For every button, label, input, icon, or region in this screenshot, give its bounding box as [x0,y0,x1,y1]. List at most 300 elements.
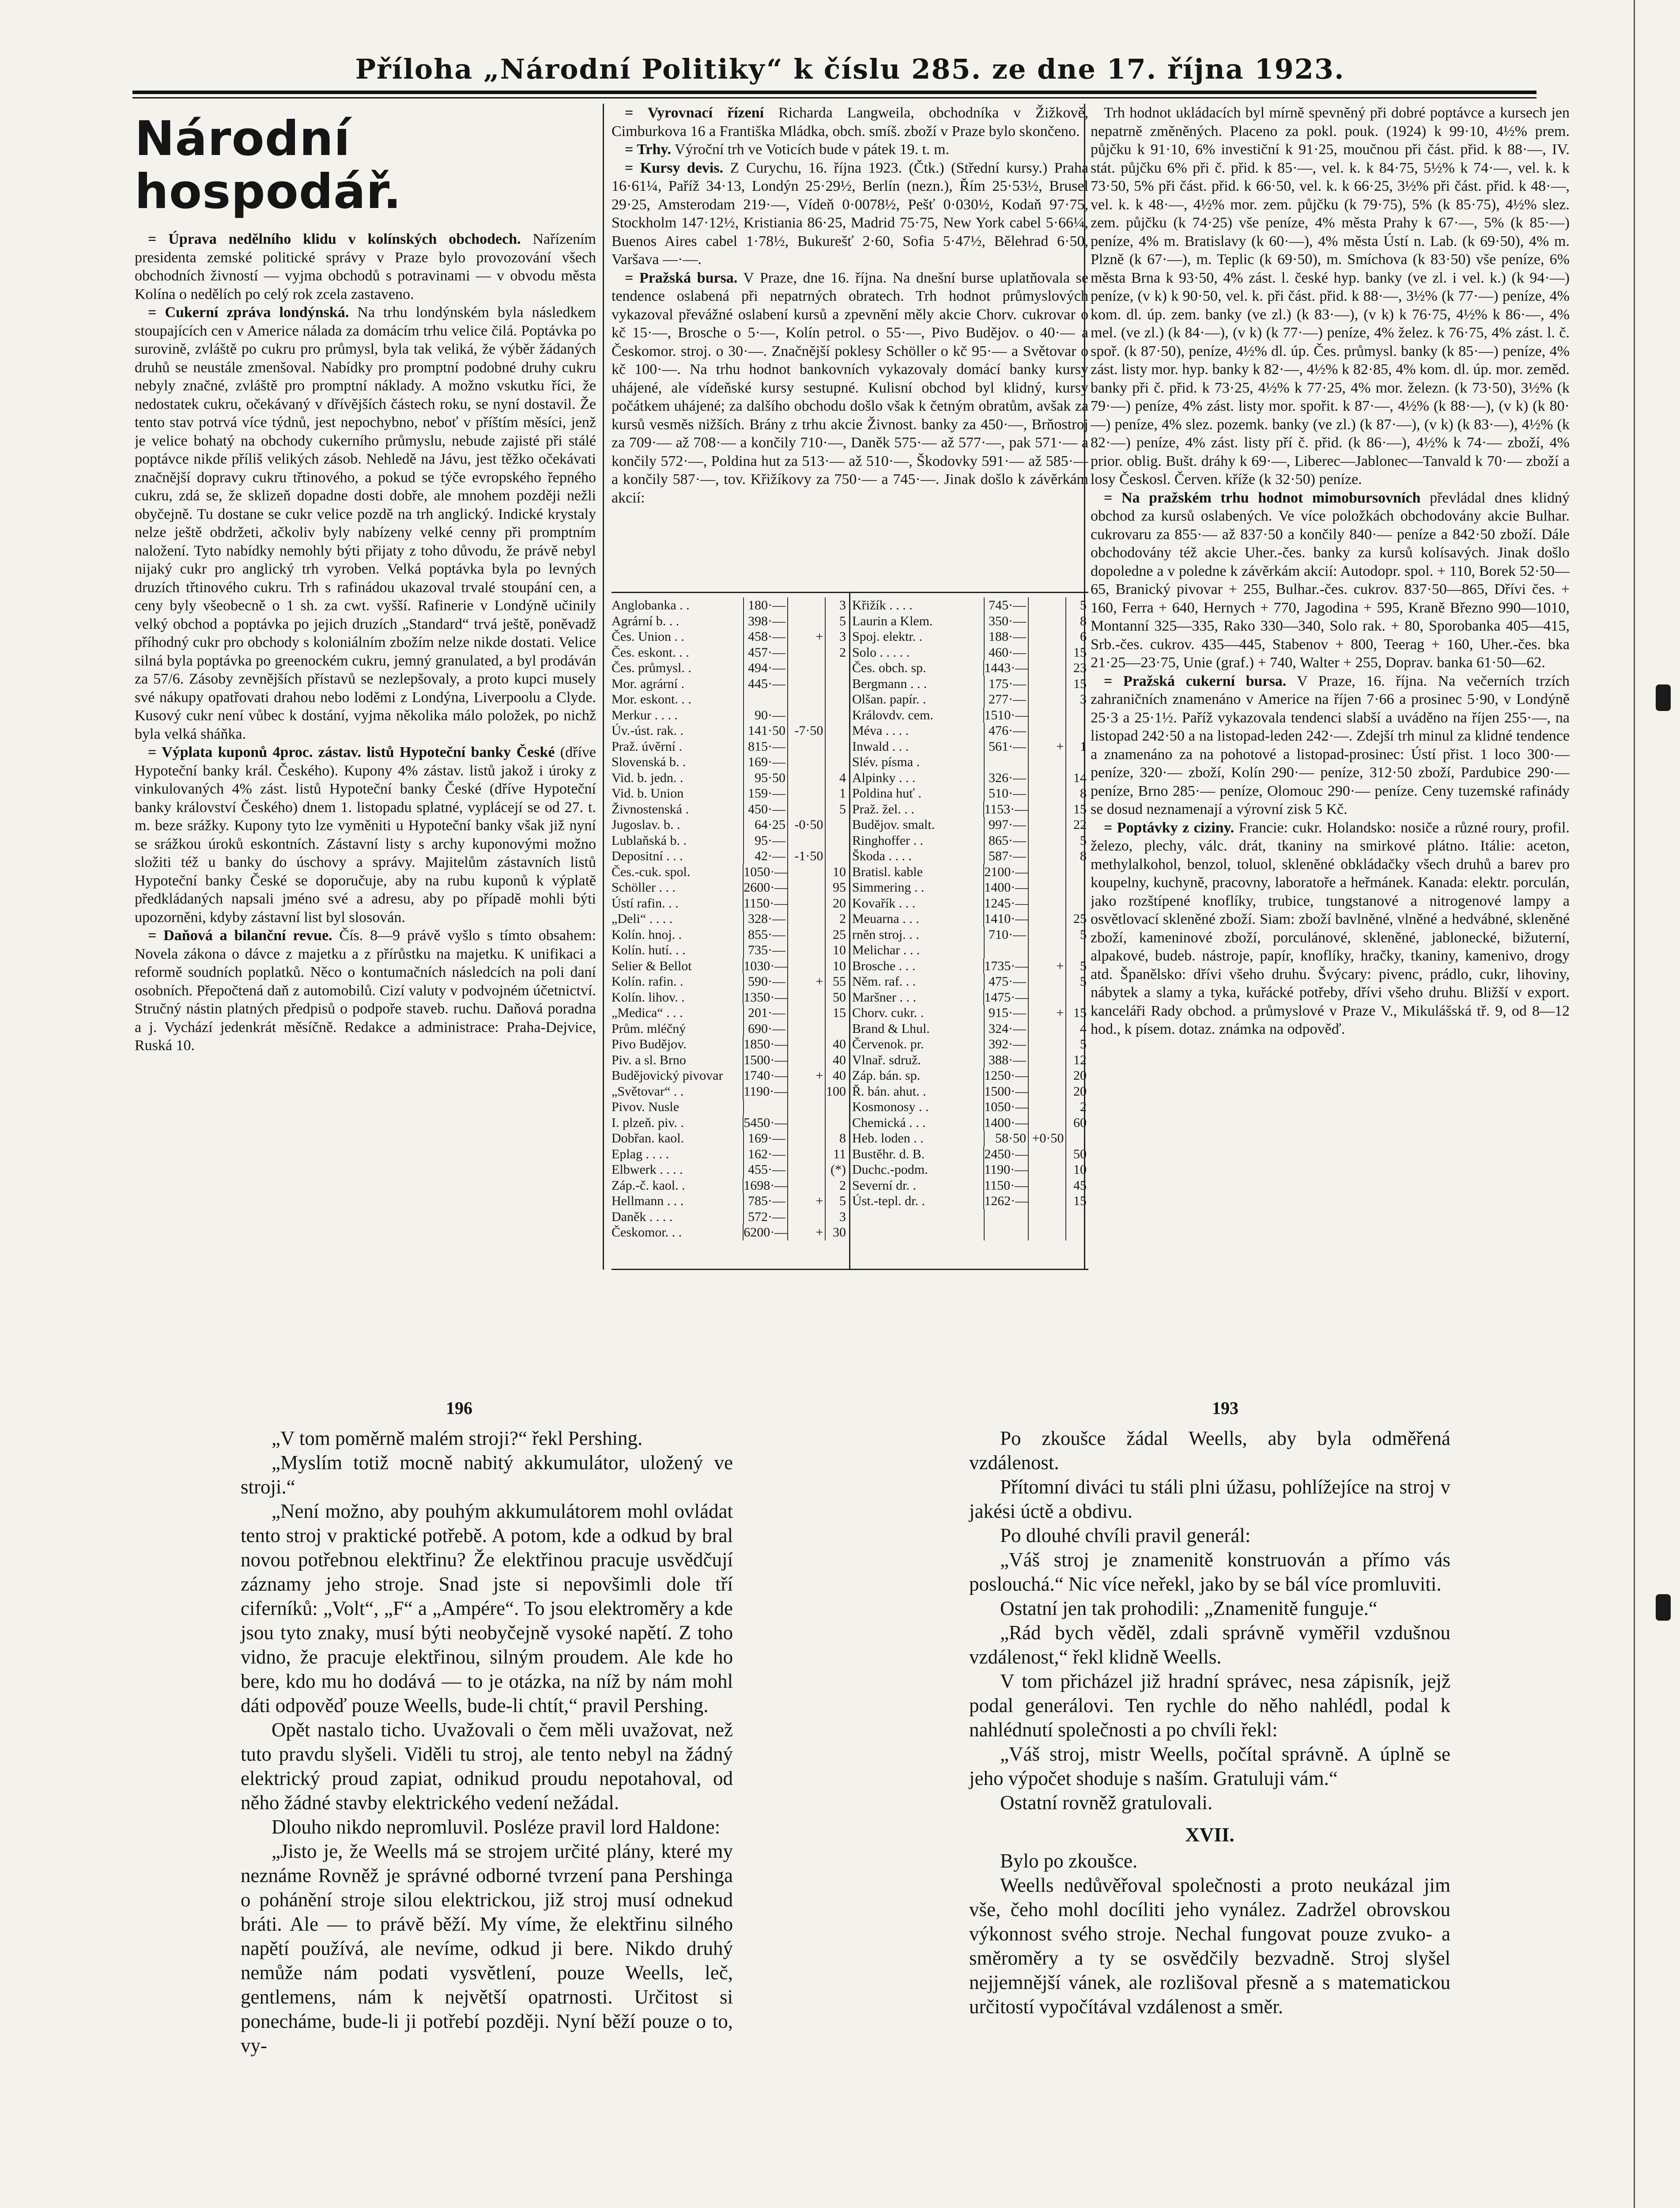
stock-change-sign [1028,645,1065,661]
chapter-heading: XVII. [1185,1824,1235,1846]
stock-row [852,927,1088,943]
stock-price: 476·— [984,723,1028,739]
stock-change-sign [787,739,825,755]
stock-name: Piv. a sl. Brno [612,1052,686,1067]
stock-change [825,833,848,849]
stock-name: Budějovický pivovar [612,1068,723,1083]
stock-change-sign: + [787,1193,825,1209]
stock-change: 5 [825,1193,848,1209]
stock-change: 25 [1065,911,1088,927]
stock-change: 40 [825,1052,848,1068]
stock-name: Brand & Lhul. [852,1021,930,1036]
stock-name: „Světovar“ . . [612,1084,684,1099]
stock-row [612,786,848,802]
stock-row [852,864,1088,880]
stock-change: 1 [825,786,848,802]
column-markets [612,104,1088,590]
stock-change-sign: -0·50 [787,817,825,833]
stock-price: 1740·— [744,1068,788,1083]
stock-price: 42·— [743,848,787,864]
stock-change-sign [1028,833,1065,849]
stock-name: Červenok. pr. [852,1037,924,1051]
stock-name: Jugoslav. b. . [612,817,680,832]
stock-price: 445·— [743,676,787,692]
stock-change-sign [787,597,825,613]
novel-paragraph: „Rád bych věděl, zdali správně vyměřil vzdušnou vzdálenost,“ řekl klidně Weells. [969,1622,1450,1668]
stock-change-sign [787,1209,825,1225]
novel-paragraph: „Není možno, aby pouhým akkumulátorem mohl ovládat tento stroj v praktické potřebě. A potom, kde a odkud by bral novou potřebnou elektřinu? Že elektřinou pracuje usvědčují záznamy jeho stroje. Snad jste si nepovšimli dole tří ciferníků: „Volt“, „F“ a „Ampére“. To jsou elektroměry a kde jsou tyto znaky, musí býti neobyčejně vysoké napětí. Z toho vidno, že pracuje elektřinou, silným proudem. Ale kde ho bere, kdo mu ho dodává — to je otázka, na níž by nám mohl dáti odpověď pouze Weells, bude-li chtít,“ pravil Pershing. [241,1500,733,1716]
stock-price: 450·— [743,802,787,817]
stock-change: 15 [1065,1193,1088,1209]
stock-change-sign [1028,1052,1065,1068]
stock-change: 12 [1065,1052,1088,1068]
stock-change: 2 [825,645,848,661]
header-rule [132,91,1537,94]
stock-price: 1153·— [984,802,1028,817]
stock-change: 20 [1065,1084,1088,1100]
stock-name: Merkur . . . . [612,707,678,722]
stock-change-sign: + [787,1225,825,1240]
stock-price [984,942,1028,958]
stock-change: 95 [825,880,848,896]
stock-row [852,645,1088,661]
stock-price: 180·— [743,597,787,613]
stock-row [852,1162,1088,1178]
stock-price: 6200·— [744,1225,788,1240]
stock-name [852,1209,984,1225]
stock-change-sign [787,1130,825,1146]
stock-change: 5 [1065,597,1088,613]
stock-row [852,1084,1088,1100]
stock-row [612,833,848,849]
stock-price: 1410·— [984,911,1029,926]
article-text: (dříve Hypoteční banky král. Českého). Kupony 4% zástav. listů jakož i úroky z vinkulovaných 4% zást. listů Hypoteční banky České (dříve Hypoteční banky království Českého) dnem 1. listopadu splatné, vyplácejí se od 27. t. m. beze srážky. Kupony tyto lze vyměniti u Hypoteční banky však již nyní se srážkou úroků eskontních. Zástavní listy s archy kuponovými možno složiti též u banky do úschovy a správy. Majitelům zástavních listů Hypoteční banky České se doporučuje, aby na rubu kuponů k výplatě předkládaných napsali jméno své a adresu, aby po případě mohli býti upozorněni, kdyby zástavní list byl slosován. [135,744,596,926]
stock-name: Královdv. cem. [852,707,933,722]
stock-change-sign [787,613,825,629]
stock-price: 457·— [743,645,787,661]
stock-change: 3 [825,597,848,613]
stock-name: Škoda . . . . [852,849,912,863]
stock-change: 10 [825,864,848,880]
stock-change [825,754,848,770]
stock-change-sign [787,958,825,974]
stock-price: 1350·— [744,990,788,1005]
stock-price: 494·— [743,660,787,676]
stock-change-sign [1028,597,1065,613]
stock-row [852,1005,1088,1021]
stock-price: 460·— [984,645,1028,661]
stock-row [852,597,1088,613]
stock-row [612,802,848,817]
stock-change-sign [1028,1021,1065,1037]
stock-change-sign [1028,786,1065,802]
stock-price: 690·— [743,1021,787,1037]
novel-paragraph: „V tom poměrně malém stroji?“ řekl Pershing. [272,1427,643,1449]
stock-row [612,613,848,629]
stock-change-sign [1028,692,1065,707]
stock-name: Kolín. rafin. . [612,974,683,989]
stock-price: 510·— [984,786,1028,802]
stock-change-sign [787,880,825,896]
stock-change [825,817,848,833]
binding-hole [1656,1594,1671,1621]
stock-row [852,786,1088,802]
article-heading: = Trhy. [625,141,672,158]
stock-row [852,723,1088,739]
stock-row [612,707,848,723]
stock-row [852,817,1088,833]
stock-change-sign [787,1005,825,1021]
stock-name: Ř. bán. ahut. . [852,1084,926,1099]
stock-name: Depositní . . . [612,849,683,863]
stock-change-sign [787,1084,825,1100]
article-text: Z Curychu, 16. října 1923. (Čtk.) (Střední kursy.) Praha 16·61¼, Paříž 34·13, Londýn 25·29½, Berlín (nezn.), Řím 25·53½, Brusel 29·25, Amsterodam 219·—, Vídeň 0·0078½, Pešť 0·030½, Kodaň 97·75, Stockholm 147·12½, Kristiania 86·25, Madrid 75·75, New York cabel 5·66¼, Buenos Aires cabel 1·78½, Bukurešť 2·60, Sofia 5·47½, Bělehrad 6·50, Varšava —·—. [612,159,1088,268]
stock-price: 95·— [743,833,787,849]
stock-price: 350·— [984,613,1028,629]
novel-paragraph: V tom přicházel již hradní správec, nesa zápisník, jejž podal generálovi. Ten rychle do něho nahlédl, podal k nahlédnutí společnosti a po chvíli řekl: [969,1670,1450,1741]
column-economy [135,104,596,1261]
article-paragraph [135,230,596,303]
article-heading: = Pražská bursa. [625,269,738,286]
stock-change [1065,1225,1088,1240]
stock-change: 15 [1065,1005,1088,1021]
stock-row [612,1178,848,1194]
stock-change [825,1099,848,1115]
stock-price: 169·— [743,754,787,770]
stock-price: 745·— [984,597,1028,613]
stock-name: Praž. úvěrní . [612,739,682,754]
stock-name: „Deli“ . . . . [612,911,673,926]
stock-change: 20 [1065,1068,1088,1084]
stock-change [1065,896,1088,911]
stock-price: 1850·— [744,1037,788,1051]
stock-row [612,1036,848,1052]
stock-change-sign: + [787,1068,825,1084]
stock-row [852,770,1088,786]
stock-price: 392·— [984,1036,1028,1052]
stock-name: Českomor. . . [612,1225,682,1240]
stock-name: Lublaňská b. . [612,833,687,848]
stock-change: 40 [825,1036,848,1052]
stock-name: Olšan. papír. . [852,692,926,707]
stock-price: 1050·— [984,1100,1029,1114]
stock-name: Kolín. hutí. . . [612,943,686,957]
article-text: Richarda Langweila, obchodníka v Žižkově, Cimburkova 16 a Františka Mládka, obch. smíš. zboží v Praze bylo skončeno. [612,105,1088,140]
stock-row [612,1225,848,1240]
stock-change: 5 [825,802,848,817]
stock-row [612,629,848,645]
stock-row [612,880,848,896]
column3-body [1091,104,1570,1039]
stock-change-sign: +0·50 [1028,1130,1065,1146]
stock-name: Čes. Union . . [612,629,684,644]
stock-price: 188·— [984,629,1028,645]
stock-change-sign [787,833,825,849]
stock-change: 23 [1065,660,1088,676]
stock-change-sign [787,707,825,723]
stock-change: 100 [825,1084,848,1100]
stock-change: (*) [825,1162,848,1178]
article-paragraph [1091,104,1570,489]
stock-row [612,1084,848,1100]
stock-name: Ústí rafin. . . [612,896,679,911]
stock-name: Anglobanka . . [612,598,690,612]
stock-price: 5450·— [744,1115,788,1130]
stock-row [852,754,1088,770]
stock-price: 1050·— [744,864,788,879]
stock-name: Vid. b. Union [612,786,684,801]
stock-name: Melichar . . . [852,943,920,957]
stock-change: 2 [825,1178,848,1194]
novel-paragraph: Ostatní jen tak prohodili: „Znamenitě funguje.“ [1000,1597,1378,1619]
stock-change-sign [1028,676,1065,692]
stock-change-sign [787,786,825,802]
stock-row [852,660,1088,676]
novel-paragraph: Po zkoušce žádal Weells, aby byla odměřená vzdálenost. [969,1427,1450,1474]
stock-change-sign [787,770,825,786]
stock-name: Elbwerk . . . . [612,1162,683,1177]
stock-price [743,692,787,707]
stock-price: 1400·— [984,880,1029,895]
stock-change-sign [787,942,825,958]
stock-change-sign [787,802,825,817]
article-paragraph [612,104,1088,140]
stock-price: 915·— [984,1005,1028,1021]
stock-name: Eplag . . . . [612,1146,669,1161]
stock-row [612,911,848,927]
stock-row [852,629,1088,645]
stock-change-sign [787,864,825,880]
article-heading: = Pražská cukerní bursa. [1104,673,1287,689]
stock-row [852,1036,1088,1052]
stock-change-sign: + [1028,1005,1065,1021]
stock-change: 10 [1065,1162,1088,1178]
stock-price: 201·— [743,1005,787,1021]
stock-change: 8 [1065,848,1088,864]
stock-change-sign [1028,1099,1065,1115]
stock-name: Něm. raf. . . [852,974,916,989]
stock-row [612,1052,848,1068]
stock-name: Mor. eskont. . . [612,692,691,707]
stock-row [612,990,848,1006]
stock-name: Heb. loden . . [852,1131,924,1146]
column1-body [135,230,596,1055]
section-title: Národní hospodář. [135,111,402,219]
stock-row [612,1209,848,1225]
column-divider [603,104,604,1270]
article-paragraph [612,140,1088,159]
stock-change-sign [1028,754,1065,770]
stock-change [825,1021,848,1037]
novel-paragraph: „Jisto je, že Weells má se strojem určité plány, které my neznáme Rovněž je správné odborné tvrzení pana Pershinga o pohánění stroje silou elektrickou, již stroj musí odnekud bráti. Ale — to právě běží. My víme, že elektřinu silného napětí používá, ale nevíme, odkud ji bere. Nikdo druhý nemůže nám podati vysvětlení, pouze Weells, leč, gentlemens, nám k největší opatrnosti. Určitost si ponecháme, bude-li ji potřebí později. Nyní běží pouze o to, vy- [241,1840,733,2057]
stock-change [825,1115,848,1131]
stock-change-sign [787,896,825,911]
stock-change [825,676,848,692]
stock-price: 324·— [984,1021,1028,1037]
stock-row [852,692,1088,707]
stock-row [852,739,1088,755]
stock-price: 865·— [984,833,1028,849]
page-edge [1634,0,1635,2208]
stock-change-sign [787,660,825,676]
stock-price: 572·— [743,1209,787,1225]
article-text: Výroční trh ve Voticích bude v pátek 19. t. m. [671,141,949,158]
stock-close-table [612,592,1088,1270]
stock-change [1065,990,1088,1006]
article-paragraph [135,926,596,1055]
stock-change-sign [1028,864,1065,880]
stock-name: Selier & Bellot [612,958,692,973]
stock-change: 5 [1065,974,1088,990]
stock-row [852,942,1088,958]
stock-price: 561·— [984,739,1028,755]
article-paragraph [135,303,596,743]
stock-price: 1150·— [984,1178,1028,1193]
stock-change-sign [1028,613,1065,629]
stock-price: 159·— [743,786,787,802]
stock-row [612,958,848,974]
stock-change-sign [1028,1162,1065,1178]
stock-name: Kolín. hnoj. . [612,927,682,942]
stock-name [852,1225,984,1240]
stock-change-sign: + [787,629,825,645]
stock-change-sign [787,1099,825,1115]
stock-change: 50 [825,990,848,1006]
stock-change: 8 [1065,613,1088,629]
stock-name: Alpinky . . . [852,770,916,785]
stock-name: Severní dr. . [852,1178,916,1193]
stock-row [852,707,1088,723]
stock-change [825,692,848,707]
stock-change [1065,864,1088,880]
stock-change [825,848,848,864]
stock-price: 2600·— [744,880,788,895]
stock-change: 5 [1065,958,1088,974]
stock-name: „Medica“ . . . [612,1006,683,1020]
column2-body [612,104,1088,507]
stock-name: Agrární b. . . [612,613,680,628]
stock-name: Solo . . . . . [852,645,910,660]
stock-row [612,754,848,770]
novel-paragraph: Po dlouhé chvíli pravil generál: [1000,1524,1251,1546]
stock-price: 328·— [743,911,787,927]
stock-row [852,1146,1088,1162]
stock-row [852,676,1088,692]
stock-name: Hellmann . . . [612,1194,684,1208]
stock-change-sign: + [787,974,825,990]
stock-change-sign [1028,660,1065,676]
stock-change-sign [787,1115,825,1131]
stock-price: 95·50 [743,770,787,786]
binding-hole [1656,684,1671,711]
supplement-header: Příloha „Národní Politiky“ k číslu 285. ze dne 17. října 1923. [355,53,1345,85]
stock-price [743,1099,787,1115]
stock-change: 5 [825,613,848,629]
stock-change-sign [1028,1068,1065,1084]
stock-row [612,942,848,958]
stock-change: 40 [825,1068,848,1084]
stock-name: Laurin a Klem. [852,613,933,628]
article-paragraph [612,159,1088,269]
article-paragraph [135,743,596,926]
stock-change-sign [787,990,825,1006]
stock-change [825,723,848,739]
stock-change-sign [1028,707,1065,723]
stock-price: 1245·— [984,896,1029,911]
stock-change [825,739,848,755]
article-text: Trh hodnot ukládacích byl mírně spevněný při dobré poptávce a kursech jen nepatrně změněných. Placeno za pokl. pouk. (1924) k 99·10, 4½% prem. půjčku k 91·10, 6% investiční k 91·25, moučnou při část. přid. k 88·—, IV. stát. půjčku 6% při č. přid. k 85·—, vel. k. k 84·75, 5½% k 74·—, vel. k. k 73·50, 5% při část. přid. k 66·50, vel. k. k 66·25, 3½% při část. přid. k 48·—, vel. k. k 48·—, 4½% mor. zem. půjčku (k 79·75), 5% (k 85·75), 4½% slez. zem. půjčku (k 74·25) vše peníze, 4% města Prahy k 67·—, 5% (k 85·—) peníze, 4% m. Bratislavy (k 60·—), 4% města Ústí n. Lab. (k 69·50), 4% m. Plzně (k 67·—), m. Teplic (k 69·50), m. Smíchova (k 83·50) vše peníze, 6% města Brna k 93·50, 4% zást. l. české hyp. banky (ve zl. i vel. k.) (k 94·—) peníze, (v k) k 90·50, vel. k. při část. přid. k 88·—, 3½% (k 77·—) peníze, 4% kom. dl. úp. zem. banky (ve zl.) (k 83·—), (v k) k 76·75, 4½% k 86·—, 4% mel. (ve zl.) (k 84·—), (v k) (k 77·—) peníze, 4% želez. k 76·75, 4% zást. l. č. spoř. (k 87·50), peníze, 4½% dl. úp. Čes. průmysl. banky (k 85·—) peníze, 4% zást. listy mor. hyp. banky k 82·—, 4½% k 82·85, 4% kom. dl. úp. mor. zeměd. banky při č. přid. k 73·25, 4½% k 77·25, 4% mor. železn. (k 73·50), 3½% (k 79·—) peníze, 4% zást. listy mor. spořit. k 87·—, 4½% (k 88·—), (v k) (k 80·—) peníze, 4% slez. pozemk. banky (ve zl.) (k 87·—), (v k) (k 83·—), 4½% (k 82·—) peníze, 4% zást. listy pří č. přid. (k 86·—), 4½% k 74·— zboží, 4% prior. oblig. Bušt. dráhy k 69·—, Liberec—Jablonec—Tanvald k 70·— zboží a losy Českosl. Červen. kříže (k 32·50) peníze. [1091,105,1570,488]
stock-price [984,754,1028,770]
stock-change-sign: + [1028,958,1065,974]
stock-change-sign [787,1021,825,1037]
stock-row [852,1209,1088,1225]
article-text: V Praze, 16. října. Na večerních trzích zahraničních znamenáno v Americe na říjen 7·66 a prosinec 5·90, v Londýně 25·3 a 25·1½. Paříž vykazovala tendenci slabší a uváděno na říjen 255·—, na listopad 242·50 a na listopad-leden 242·—. Zdejší trh minul za klidné tendence a znamenáno za na pohotové a listopad-prosinec: Ústí přist. 1 loco 300·— peníze, 320·— zboží, Kolín 290·— peníze, 312·50 zboží, Pardubice 290·— peníze, Brno 285·— peníze, Olomouc 290·— peníze. Ceny tuzemské rafinády se dosud neznamenají a výrovní zisk 5 Kč. [1091,673,1570,817]
stock-change: 10 [825,942,848,958]
stock-row [852,1052,1088,1068]
stock-name: Bratisl. kable [852,864,923,879]
stock-change-sign [787,1146,825,1162]
stock-change-sign [1028,911,1065,927]
stock-change: 6 [1065,629,1088,645]
stock-price: 1262·— [984,1194,1029,1208]
stock-row [852,802,1088,817]
stock-name: rněn stroj. . . [852,927,919,942]
article-text: V Praze, dne 16. října. Na dnešní burse uplatňovala se tendence oslabená při nepatrných obratech. Trh hodnot průmyslových vykazoval převážné oslabení kursů a zpevnění měly akcie Chorv. cukrovar o kč 15·—, Brosche o 5·—, Kolín petrol. o 55·—, Pivo Budějov. o 40·— a Českomor. stroj. o 30·—. Značnější poklesy Schöller o kč 95·— a Světovar o kč 100·—. Na trhu hodnot bankovních vykazovaly domácí banky kursy uhájené, ale vídeňské kursy sestupné. Kulisní obchod byl klidný, kursy počátkem uhájené; za dalšího obchodu došlo však k četným obratům, avšak za kursů vesměs nižších. Brány z trhu akcie Živnost. banky za 450·—, Brňostroj za 709·— až 708·— a končily 710·—, Daněk 575·— až 577·—, pak 571·— a končily 572·—, Poldina hut za 513·— až 510·—, Škodovky 591·— až 585·— a končily 587·—, tov. Křižíkovy za 750·— a 745·—. Jinak došlo k závěrkám akcií: [612,269,1088,506]
stock-change: 10 [825,958,848,974]
stock-row [852,911,1088,927]
stock-name: Kovařík . . . [852,896,916,911]
article-heading: = Daňová a bilanční revue. [148,927,332,944]
stock-price: 1698·— [744,1178,788,1193]
stock-table-divider [849,593,850,1269]
stock-name: Duchc.-podm. [852,1162,928,1177]
stock-row [612,974,848,990]
stock-name: Čes. eskont. . . [612,645,689,660]
stock-name: Maršner . . . [852,990,916,1005]
stock-price: 458·— [743,629,787,645]
stock-price: 855·— [743,927,787,943]
stock-change-sign [1028,629,1065,645]
stock-change-sign [1028,723,1065,739]
article-heading: = Cukerní zpráva londýnská. [148,304,349,321]
stock-change-sign [787,754,825,770]
stock-row [852,1178,1088,1194]
stock-price [984,1225,1028,1240]
stock-price: 475·— [984,974,1028,990]
stock-row [852,1099,1088,1115]
article-text: Francie: cukr. Holandsko: nosiče a různé roury, profil. železo, plechy, válc. drát, tkaniny na smirkové plátno. Itálie: aceton, methylalkohol, benzol, toluol, skleněné obkládačky všech druhů a barev pro koupelny, kuchyně, pracovny, laboratoře a heřmánek. Kanada: elektr. porculán, jako rozštípené knoflíky, trubice, tungstanové a nitrogenové lampy a osvětlovací skleněné zboží. Siam: zboží bavlněné, vlněné a hedvábné, skleněné zboží, kameninové zboží, porculánové, skleněné, jablonecké, bižuterní, alpakové, budeb. nástroje, papír, knoflíky, hračky, tkaniny, kamenivo, drogy atd. Španělsko: dřívi všeho druhu. Švýcary: pivenc, prádlo, cukr, lihoviny, nábytek a slamy a tyka, kuřácké potřeby, dřívi všeho druhu. Bližší v export. kanceláři Rady obchod. a průmyslové v Praze V., Mikulášská tř. 9, od 8—12 hod., k písem. dotaz. známka na odpověď. [1091,819,1570,1037]
novel-paragraph: Weells nedůvěřoval společnosti a proto neukázal jim vše, čeho mohl docíliti jeho vynález. Zadržel obrovskou výkonnost svého stroje. Nechal fungovat pouze zvuko- a směroměry a ty se osvědčily bezvadně. Stroj slyšel nejjemnější vánek, ale rozlišoval přesně a s matematickou určitostí vypočítával vzdálenost a směr. [969,1874,1450,2018]
stock-name: Pivov. Nusle [612,1100,680,1114]
stock-table-right [852,597,1088,1240]
stock-change: 8 [825,1130,848,1146]
novel-paragraph: „Myslím totiž mocně nabitý akkumulátor, uložený ve stroji.“ [241,1452,733,1498]
stock-change: 15 [1065,802,1088,817]
stock-price: 169·— [743,1130,787,1146]
stock-name: Simmering . . [852,880,925,895]
stock-change: 15 [1065,676,1088,692]
stock-change-sign: + [1028,739,1065,755]
stock-name: Živnostenská . [612,802,689,817]
stock-name: Křižík . . . . [852,598,913,612]
stock-change: 3 [825,1209,848,1225]
stock-change-sign [787,1052,825,1068]
novel-paragraph: Přítomní diváci tu stáli plni úžasu, pohlížejíce na stroj v jakési úctě a obdivu. [969,1476,1450,1522]
stock-price: 2450·— [984,1146,1029,1161]
article-paragraph [612,269,1088,507]
article-heading: = Vyrovnací řízení [625,105,764,121]
stock-name: Vlnař. sdruž. [852,1052,921,1067]
